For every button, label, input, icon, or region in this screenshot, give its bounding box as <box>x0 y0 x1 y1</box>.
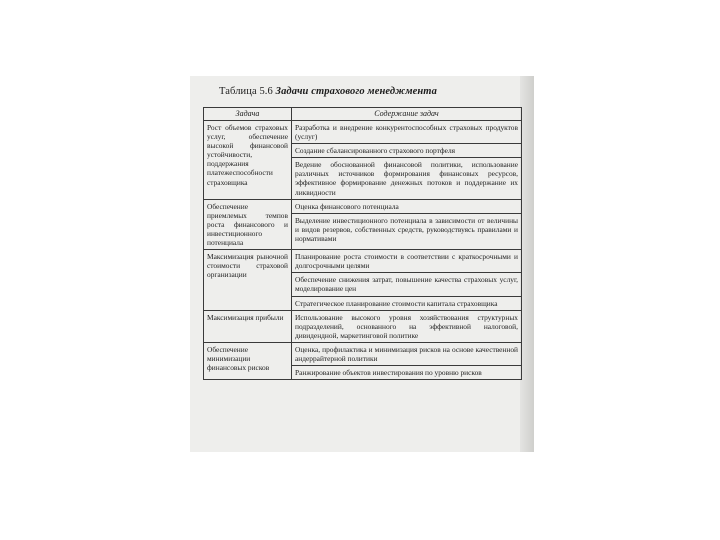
task-cell: Рост объемов страховых услуг, обеспечение высокой финансовой устойчивости, поддержания платежеспособности страховщика <box>204 121 292 200</box>
table-caption <box>219 86 437 97</box>
table-row <box>204 342 522 379</box>
content-item: Использование высокого уровня хозяйствования структурных подразделений, основанного на эффективной налоговой, дивидендной, маркетинговой политике <box>295 312 518 340</box>
tasks-table <box>203 107 522 380</box>
content-cell <box>292 342 522 379</box>
header-row <box>204 108 522 121</box>
scanned-page <box>190 76 534 452</box>
content-item: Стратегическое планирование стоимости капитала страховщика <box>295 298 498 308</box>
task-cell: Максимизация прибыли <box>204 310 292 342</box>
content-cell <box>292 199 522 249</box>
content-item: Ведение обоснованной финансовой политики, использование различных источников формирования финансовых ресурсов, эффективное формирование денежных потоков и поддержание их ликвидности <box>295 160 518 197</box>
content-item: Создание сбалансированного страхового портфеля <box>292 144 521 158</box>
task-cell: Обеспечение минимизации финансовых рисков <box>204 342 292 379</box>
content-item: Ранжирование объектов инвестирования по уровню рисков <box>295 368 482 378</box>
table-row <box>204 121 522 200</box>
content-item: Обеспечение снижения затрат, повышение качества страховых услуг, моделирование цен <box>292 273 521 296</box>
content-item: Оценка финансового потенциала <box>292 200 521 214</box>
task-cell: Обеспечение приемлемых темпов роста финансового и инвестиционного потенциала <box>204 199 292 249</box>
page-edge-shadow <box>520 76 534 452</box>
header-content: Содержание задач <box>292 108 522 121</box>
content-cell <box>292 310 522 342</box>
content-item: Планирование роста стоимости в соответствии с краткосрочными и долгосрочными целями <box>292 250 521 273</box>
content-item: Разработка и внедрение конкурентоспособных страховых продуктов (услуг) <box>292 121 521 144</box>
header-task: Задача <box>204 108 292 121</box>
content-item: Выделение инвестиционного потенциала в зависимости от величины и видов резервов, собственных средств, руководствуясь правилами и нормативами <box>295 215 518 243</box>
content-cell <box>292 250 522 310</box>
table-title: Задачи страхового менеджмента <box>275 86 437 97</box>
table-row <box>204 310 522 342</box>
table-row <box>204 250 522 310</box>
table-row <box>204 199 522 249</box>
table-number: Таблица 5.6 <box>219 86 273 97</box>
task-cell: Максимизация рыночной стоимости страховой организации <box>204 250 292 310</box>
content-item: Оценка, профилактика и минимизация рисков на основе качественной андеррайтерной политики <box>292 343 521 366</box>
content-cell <box>292 121 522 200</box>
